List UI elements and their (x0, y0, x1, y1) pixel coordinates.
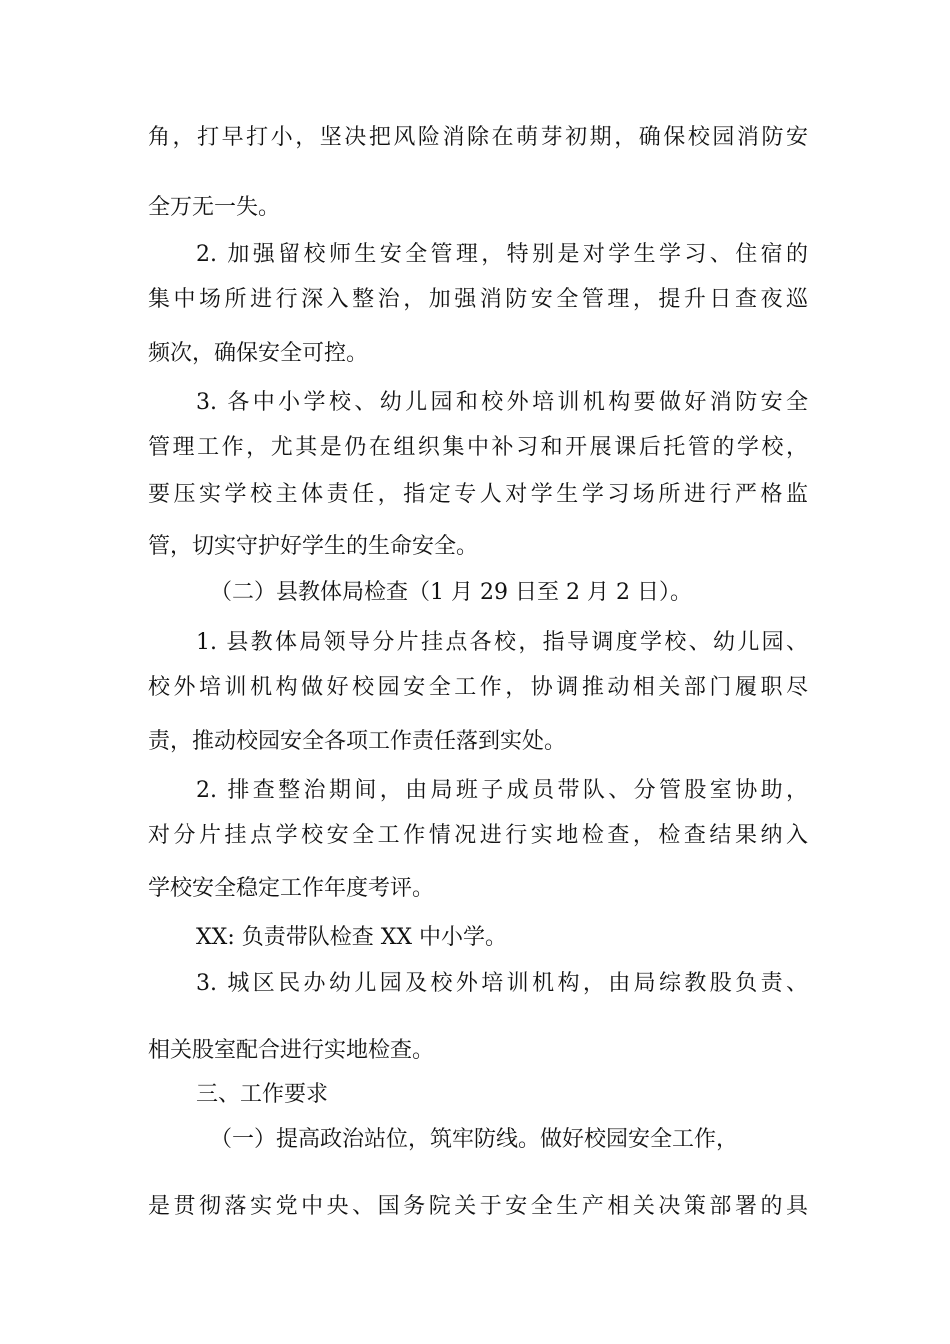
section-heading-requirements: 三、工作要求 (196, 1082, 329, 1107)
text-line-9: 管，切实守护好学生的生命安全。 (148, 534, 479, 559)
text-line-11: 1. 县教体局领导分片挂点各校，指导调度学校、幼儿园、 (196, 630, 808, 655)
text-line-5: 频次，确保安全可控。 (148, 341, 369, 366)
text-line-12: 校外培训机构做好校园安全工作，协调推动相关部门履职尽 (148, 675, 808, 700)
text-line-6: 3. 各中小学校、幼儿园和校外培训机构要做好消防安全 (196, 390, 808, 415)
text-line-22: 是贯彻落实党中央、国务院关于安全生产相关决策部署的具 (148, 1194, 808, 1219)
text-line-4: 集中场所进行深入整治，加强消防安全管理，提升日查夜巡 (148, 287, 808, 312)
text-line-7: 管理工作，尤其是仍在组织集中补习和开展课后托管的学校， (148, 435, 808, 460)
text-line-15: 对分片挂点学校安全工作情况进行实地检查，检查结果纳入 (148, 823, 808, 848)
text-line-8: 要压实学校主体责任，指定专人对学生学习场所进行严格监 (148, 482, 808, 507)
text-line-3: 2. 加强留校师生安全管理，特别是对学生学习、住宿的 (196, 242, 808, 267)
text-line-16: 学校安全稳定工作年度考评。 (148, 876, 435, 901)
text-line-19: 相关股室配合进行实地检查。 (148, 1038, 435, 1063)
text-line-2: 全万无一失。 (148, 195, 281, 220)
text-line-13: 责，推动校园安全各项工作责任落到实处。 (148, 729, 567, 754)
text-line-21: （一）提高政治站位，筑牢防线。做好校园安全工作， (210, 1127, 739, 1152)
text-line-14: 2. 排查整治期间，由局班子成员带队、分管股室协助， (196, 778, 808, 803)
text-line-18: 3. 城区民办幼儿园及校外培训机构，由局综教股负责、 (196, 971, 808, 996)
text-line-17: XX: 负责带队检查 XX 中小学。 (196, 925, 508, 950)
section-heading-inspection: （二）县教体局检查（1 月 29 日至 2 月 2 日）。 (210, 580, 692, 605)
text-line-1: 角，打早打小，坚决把风险消除在萌芽初期，确保校园消防安 (148, 125, 808, 150)
